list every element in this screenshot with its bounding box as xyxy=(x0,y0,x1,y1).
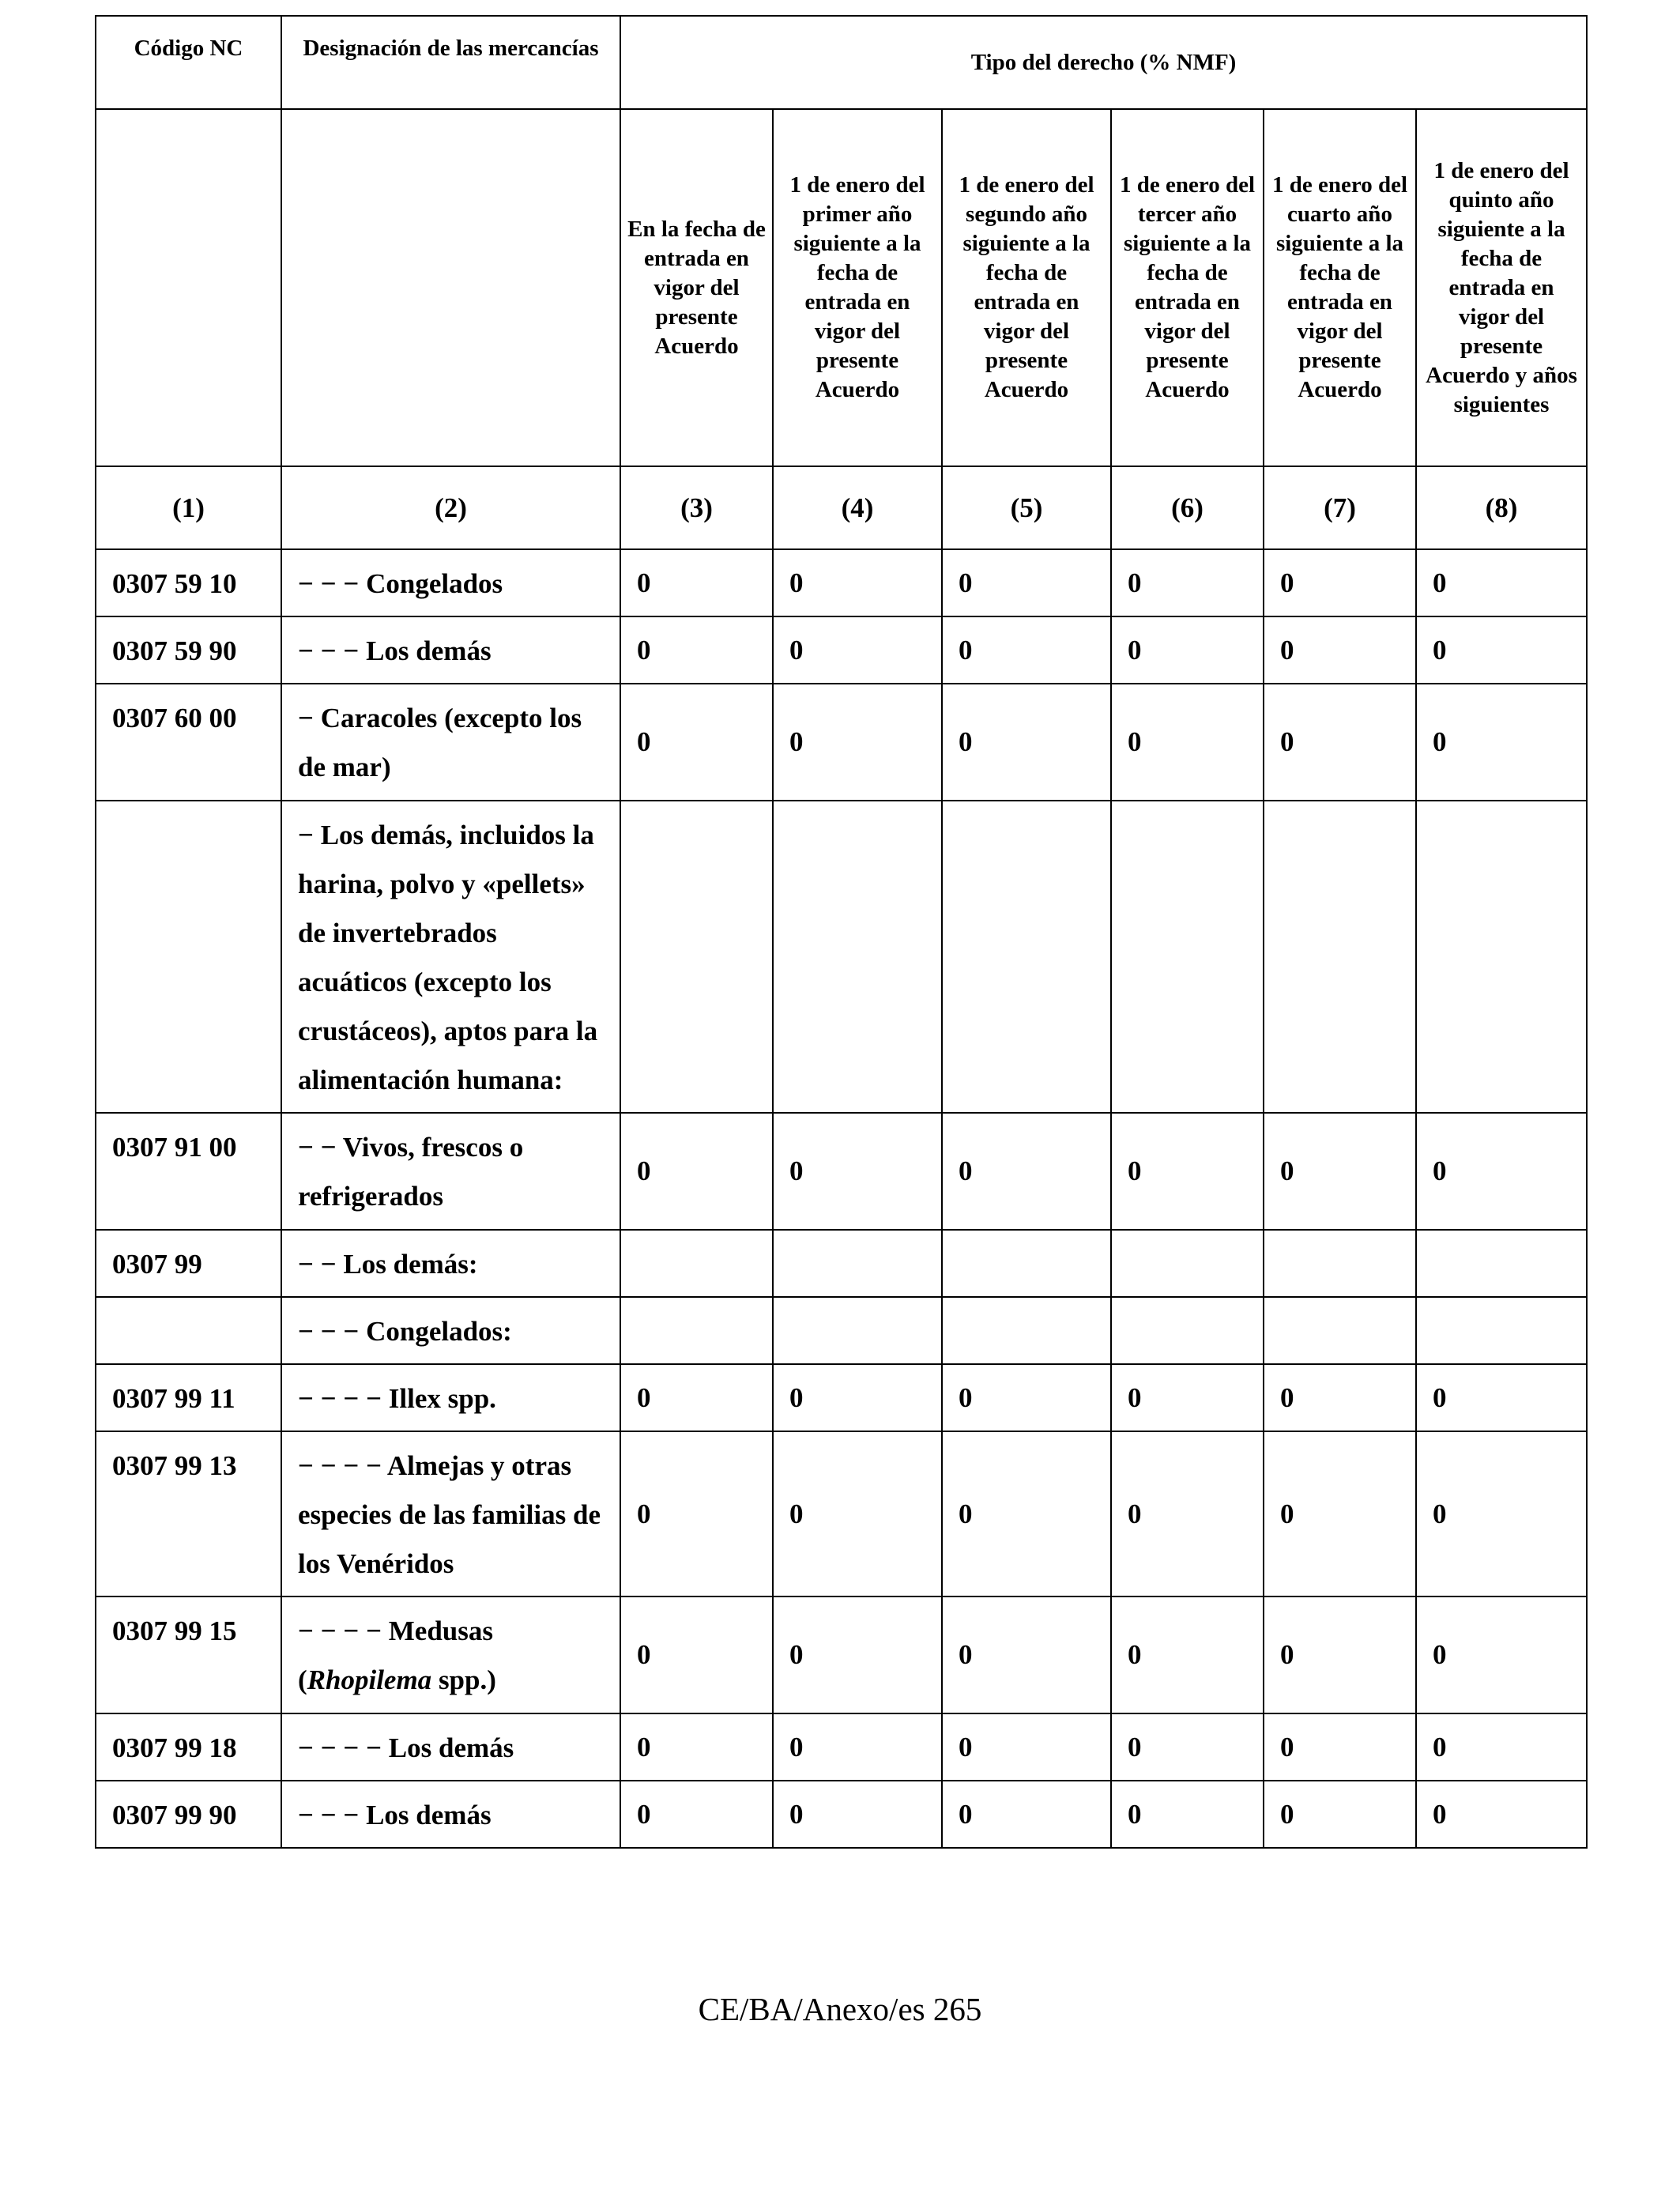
table-row xyxy=(96,1781,1587,1848)
header-code: Código NC xyxy=(96,16,281,109)
duty-rate: 0 xyxy=(1111,549,1264,616)
cn-code: 0307 99 11 xyxy=(96,1364,281,1431)
goods-description: − Caracoles (excepto los de mar) xyxy=(281,684,620,801)
duty-rate: 0 xyxy=(773,549,942,616)
duty-rate: 0 xyxy=(773,1113,942,1230)
goods-description: − − − Los demás xyxy=(281,1781,620,1848)
page-footer: CE/BA/Anexo/es 265 xyxy=(698,1991,982,2027)
cn-code: 0307 99 15 xyxy=(96,1596,281,1713)
table-row xyxy=(96,801,1587,1113)
duty-rate xyxy=(1111,1230,1264,1297)
stage-blank-designation xyxy=(281,109,620,466)
duty-rate: 0 xyxy=(773,616,942,684)
duty-rate: 0 xyxy=(942,616,1111,684)
duty-rate: 0 xyxy=(1416,1713,1587,1781)
header-designation: Designación de las mercancías xyxy=(281,16,620,109)
cn-code: 0307 60 00 xyxy=(96,684,281,801)
column-number: (4) xyxy=(773,466,942,549)
duty-rate: 0 xyxy=(1111,1431,1264,1596)
cn-code: 0307 91 00 xyxy=(96,1113,281,1230)
duty-rate: 0 xyxy=(1264,549,1416,616)
duty-rate xyxy=(773,1230,942,1297)
duty-rate: 0 xyxy=(1264,1431,1416,1596)
table-row xyxy=(96,684,1587,801)
duty-rate: 0 xyxy=(620,1781,773,1848)
duty-rate: 0 xyxy=(620,1431,773,1596)
duty-rate: 0 xyxy=(620,1113,773,1230)
goods-description: − − − Congelados: xyxy=(281,1297,620,1364)
goods-description: − − Los demás: xyxy=(281,1230,620,1297)
table-row xyxy=(96,1364,1587,1431)
duty-rate xyxy=(620,1230,773,1297)
column-number-row xyxy=(96,466,1587,549)
desc-text: − − − − Medusas ( xyxy=(298,1615,494,1695)
goods-description: − − − − Almejas y otras especies de las familias de los Venéridos xyxy=(281,1431,620,1596)
duty-rate: 0 xyxy=(773,1713,942,1781)
species-name: Rhopilema xyxy=(307,1664,432,1695)
duty-rate: 0 xyxy=(942,1713,1111,1781)
duty-rate: 0 xyxy=(1264,1713,1416,1781)
table-row xyxy=(96,549,1587,616)
tariff-table xyxy=(95,15,1588,1849)
column-number: (3) xyxy=(620,466,773,549)
table-row xyxy=(96,616,1587,684)
desc-text: spp.) xyxy=(431,1664,496,1695)
header-duty: Tipo del derecho (% NMF) xyxy=(620,16,1587,109)
table-row xyxy=(96,1713,1587,1781)
duty-rate: 0 xyxy=(1416,1113,1587,1230)
duty-rate: 0 xyxy=(1416,1781,1587,1848)
cn-code xyxy=(96,801,281,1113)
duty-rate xyxy=(620,1297,773,1364)
duty-rate xyxy=(1264,1297,1416,1364)
duty-rate: 0 xyxy=(1264,1113,1416,1230)
duty-rate: 0 xyxy=(1111,1713,1264,1781)
cn-code: 0307 59 90 xyxy=(96,616,281,684)
duty-rate: 0 xyxy=(1111,1596,1264,1713)
duty-rate: 0 xyxy=(1111,1364,1264,1431)
duty-rate: 0 xyxy=(1111,616,1264,684)
duty-rate: 0 xyxy=(1416,549,1587,616)
duty-rate xyxy=(942,801,1111,1113)
stage-header-row xyxy=(96,109,1587,466)
duty-rate: 0 xyxy=(1264,1596,1416,1713)
duty-rate xyxy=(1416,1230,1587,1297)
goods-description: − − − Los demás xyxy=(281,616,620,684)
cn-code: 0307 99 90 xyxy=(96,1781,281,1848)
duty-rate: 0 xyxy=(773,1364,942,1431)
duty-rate xyxy=(1264,1230,1416,1297)
duty-rate: 0 xyxy=(942,1113,1111,1230)
stage-header: 1 de enero del tercer año siguiente a la fecha de entrada en vigor del presente Acuerdo xyxy=(1111,109,1264,466)
duty-rate: 0 xyxy=(620,684,773,801)
column-number: (5) xyxy=(942,466,1111,549)
duty-rate: 0 xyxy=(942,549,1111,616)
duty-rate: 0 xyxy=(942,1431,1111,1596)
column-number: (6) xyxy=(1111,466,1264,549)
duty-rate: 0 xyxy=(1264,616,1416,684)
duty-rate xyxy=(942,1230,1111,1297)
table-row xyxy=(96,1113,1587,1230)
duty-rate xyxy=(773,1297,942,1364)
goods-description: − Los demás, incluidos la harina, polvo y «pellets» de invertebrados acuáticos (excepto los crustáceos), aptos para la alimentación humana: xyxy=(281,801,620,1113)
goods-description: − − − Congelados xyxy=(281,549,620,616)
goods-description: − − Vivos, frescos o refrigerados xyxy=(281,1113,620,1230)
duty-rate: 0 xyxy=(773,684,942,801)
duty-rate: 0 xyxy=(620,616,773,684)
duty-rate xyxy=(1416,801,1587,1113)
duty-rate: 0 xyxy=(1416,684,1587,801)
duty-rate: 0 xyxy=(1264,1781,1416,1848)
cn-code: 0307 59 10 xyxy=(96,549,281,616)
duty-rate: 0 xyxy=(1416,1364,1587,1431)
table-row xyxy=(96,1431,1587,1596)
duty-rate: 0 xyxy=(620,1364,773,1431)
cn-code: 0307 99 13 xyxy=(96,1431,281,1596)
duty-rate xyxy=(620,801,773,1113)
cn-code: 0307 99 18 xyxy=(96,1713,281,1781)
duty-rate xyxy=(1264,801,1416,1113)
duty-rate: 0 xyxy=(1111,1781,1264,1848)
duty-rate: 0 xyxy=(620,1596,773,1713)
column-number: (2) xyxy=(281,466,620,549)
column-number: (8) xyxy=(1416,466,1587,549)
duty-rate: 0 xyxy=(1111,684,1264,801)
duty-rate: 0 xyxy=(773,1431,942,1596)
table-row xyxy=(96,1596,1587,1713)
cn-code xyxy=(96,1297,281,1364)
goods-description xyxy=(281,1596,620,1713)
duty-rate: 0 xyxy=(1264,1364,1416,1431)
duty-rate: 0 xyxy=(942,1596,1111,1713)
duty-rate: 0 xyxy=(620,549,773,616)
duty-rate: 0 xyxy=(1416,1431,1587,1596)
stage-header: 1 de enero del segundo año siguiente a la fecha de entrada en vigor del presente Acuerdo xyxy=(942,109,1111,466)
duty-rate: 0 xyxy=(1264,684,1416,801)
duty-rate xyxy=(942,1297,1111,1364)
cn-code: 0307 99 xyxy=(96,1230,281,1297)
stage-header: 1 de enero del cuarto año siguiente a la fecha de entrada en vigor del presente Acuerdo xyxy=(1264,109,1416,466)
column-number: (1) xyxy=(96,466,281,549)
table-row xyxy=(96,1297,1587,1364)
stage-header: En la fecha de entrada en vigor del presente Acuerdo xyxy=(620,109,773,466)
duty-rate xyxy=(1111,801,1264,1113)
duty-rate xyxy=(1416,1297,1587,1364)
stage-header: 1 de enero del quinto año siguiente a la fecha de entrada en vigor del presente Acuerdo y años siguientes xyxy=(1416,109,1587,466)
duty-rate: 0 xyxy=(942,684,1111,801)
stage-header: 1 de enero del primer año siguiente a la fecha de entrada en vigor del presente Acuerdo xyxy=(773,109,942,466)
duty-rate: 0 xyxy=(1111,1113,1264,1230)
duty-rate: 0 xyxy=(942,1781,1111,1848)
duty-rate: 0 xyxy=(773,1781,942,1848)
goods-description: − − − − Los demás xyxy=(281,1713,620,1781)
duty-rate: 0 xyxy=(942,1364,1111,1431)
stage-blank-code xyxy=(96,109,281,466)
duty-rate xyxy=(773,801,942,1113)
column-number: (7) xyxy=(1264,466,1416,549)
header-row xyxy=(96,16,1587,109)
table-row xyxy=(96,1230,1587,1297)
duty-rate: 0 xyxy=(620,1713,773,1781)
duty-rate xyxy=(1111,1297,1264,1364)
duty-rate: 0 xyxy=(1416,616,1587,684)
duty-rate: 0 xyxy=(1416,1596,1587,1713)
duty-rate: 0 xyxy=(773,1596,942,1713)
goods-description: − − − − Illex spp. xyxy=(281,1364,620,1431)
